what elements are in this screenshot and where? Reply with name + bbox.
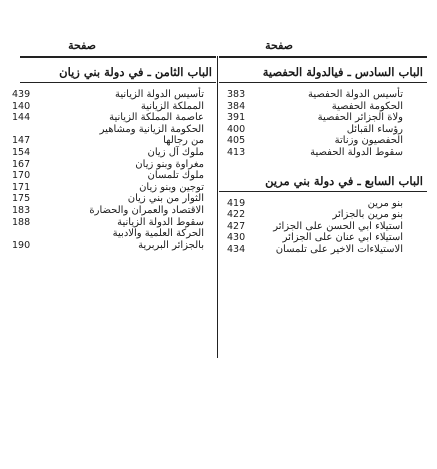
toc-entry bbox=[12, 239, 216, 252]
toc-entry-text: استيلاء ابي الحسن على الجزائر bbox=[273, 220, 403, 232]
toc-entry bbox=[20, 124, 216, 136]
toc-page-number: 391 bbox=[227, 112, 246, 124]
toc-page-number: 154 bbox=[12, 146, 31, 158]
toc-entry bbox=[219, 198, 427, 210]
toc-entry-text: تأسيس الدولة الزيانية bbox=[115, 89, 204, 100]
right-section-2-entries bbox=[219, 198, 427, 256]
toc-entry-text: ولاة الجزائر الحفصية bbox=[317, 112, 403, 124]
column-divider bbox=[217, 56, 218, 358]
toc-entry-text: عاصمة المملكة الزيانية bbox=[109, 112, 204, 124]
left-header-rule bbox=[20, 56, 216, 58]
toc-entry-text: بالجزائر البربرية bbox=[138, 239, 204, 251]
toc-entry bbox=[12, 146, 216, 159]
toc-entry bbox=[219, 112, 427, 124]
toc-page-number: 170 bbox=[12, 170, 31, 182]
toc-page-number: 422 bbox=[227, 209, 246, 221]
toc-entry-text: الاستيلاءات الاخير على تلمسان bbox=[275, 243, 403, 255]
toc-page-number: 188 bbox=[12, 216, 31, 228]
toc-entry-text: مغراوة وبنو زيان bbox=[135, 158, 204, 170]
toc-page-number: 144 bbox=[12, 112, 31, 124]
toc-entry bbox=[12, 181, 216, 194]
toc-page-number: 439 bbox=[12, 89, 31, 100]
toc-page-number: 190 bbox=[12, 239, 31, 251]
left-column bbox=[12, 38, 216, 251]
toc-page-number: 384 bbox=[227, 100, 246, 112]
toc-entry-text: بنو مرين بالجزائر bbox=[332, 209, 403, 221]
toc-entry-text: بنو مرين bbox=[367, 197, 403, 209]
toc-entry bbox=[219, 244, 427, 256]
toc-page-number: 400 bbox=[227, 123, 246, 135]
right-page-header: صفحة bbox=[265, 39, 293, 52]
toc-page-number: 434 bbox=[227, 243, 246, 255]
toc-page-number: 430 bbox=[227, 232, 246, 244]
left-section-1-title: الباب الثامن ـ في دولة بني زيان bbox=[59, 65, 212, 79]
right-section-2-rule bbox=[219, 191, 427, 192]
toc-entry-text: من رجالها bbox=[163, 135, 204, 147]
left-section-1-rule bbox=[20, 82, 216, 83]
toc-page-number: 147 bbox=[12, 135, 31, 147]
toc-page-number: 419 bbox=[227, 197, 246, 209]
toc-entry bbox=[219, 89, 427, 101]
right-section-1-title: الباب السادس ـ فيالدولة الحفصية bbox=[262, 65, 423, 79]
toc-entry bbox=[12, 112, 216, 124]
toc-page-number: 383 bbox=[227, 89, 246, 100]
toc-entry-text: تأسيس الدولة الحفصية bbox=[307, 89, 403, 100]
right-section-2-title: الباب السابع ـ في دولة بني مرين bbox=[265, 173, 423, 188]
toc-entry bbox=[219, 147, 427, 159]
toc-page-number: 171 bbox=[12, 181, 31, 193]
toc-entry-text: استيلاء ابي عنان على الجزائر bbox=[282, 232, 403, 244]
right-header-rule bbox=[219, 56, 427, 58]
toc-entry-text: الحفصيون وزناتة bbox=[334, 135, 403, 147]
toc-page-number: 167 bbox=[12, 158, 31, 170]
section-spacer bbox=[219, 159, 427, 173]
toc-entry-text: الثوار من بني زيان bbox=[127, 193, 204, 205]
toc-entry bbox=[12, 158, 216, 171]
left-section-1-entries bbox=[12, 89, 216, 251]
toc-entry bbox=[219, 209, 427, 221]
toc-entry-text: رؤساء القبائل bbox=[346, 123, 403, 135]
toc-entry bbox=[219, 101, 427, 113]
toc-entry bbox=[12, 193, 216, 205]
toc-entry bbox=[12, 89, 216, 101]
toc-entry-text: توجين وبنو زيان bbox=[139, 181, 204, 193]
toc-entry bbox=[12, 216, 216, 229]
right-column bbox=[219, 38, 427, 256]
toc-entry-text: الحكومة الزيانية ومشاهير bbox=[99, 123, 204, 135]
toc-entry bbox=[12, 100, 216, 113]
toc-entry bbox=[12, 135, 216, 147]
toc-entry-text: الاقتصاد والعمران والحضارة bbox=[89, 204, 204, 216]
toc-page-number: 405 bbox=[227, 135, 246, 147]
toc-entry-text: المملكة الزيانية bbox=[140, 100, 204, 112]
right-section-1-entries bbox=[219, 89, 427, 159]
toc-entry bbox=[219, 221, 427, 233]
toc-page-number: 183 bbox=[12, 204, 31, 216]
toc-entry-text: الحكومة الحفصية bbox=[331, 100, 403, 112]
toc-entry bbox=[219, 232, 427, 244]
toc-entry bbox=[219, 124, 427, 136]
toc-entry-text: سقوط الدولة الزيانية bbox=[117, 216, 204, 228]
toc-entry-text: ملوك تلمسان bbox=[147, 170, 204, 182]
toc-entry bbox=[12, 170, 216, 182]
left-page-header: صفحة bbox=[68, 39, 96, 52]
toc-page-number: 413 bbox=[227, 146, 246, 158]
toc-page-number: 175 bbox=[12, 193, 31, 205]
toc-page-number: 140 bbox=[12, 100, 31, 112]
toc-page-number: 427 bbox=[227, 220, 246, 232]
toc-entry-text: سقوط الدولة الحفصية bbox=[310, 146, 403, 158]
toc-entry-text: الحركة العلمية والادبية bbox=[112, 228, 204, 240]
toc-entry-text: ملوك آل زيان bbox=[147, 146, 204, 158]
toc-entry bbox=[12, 204, 216, 217]
right-section-1-rule bbox=[219, 82, 427, 83]
toc-entry bbox=[20, 228, 216, 240]
toc-entry bbox=[219, 135, 427, 147]
